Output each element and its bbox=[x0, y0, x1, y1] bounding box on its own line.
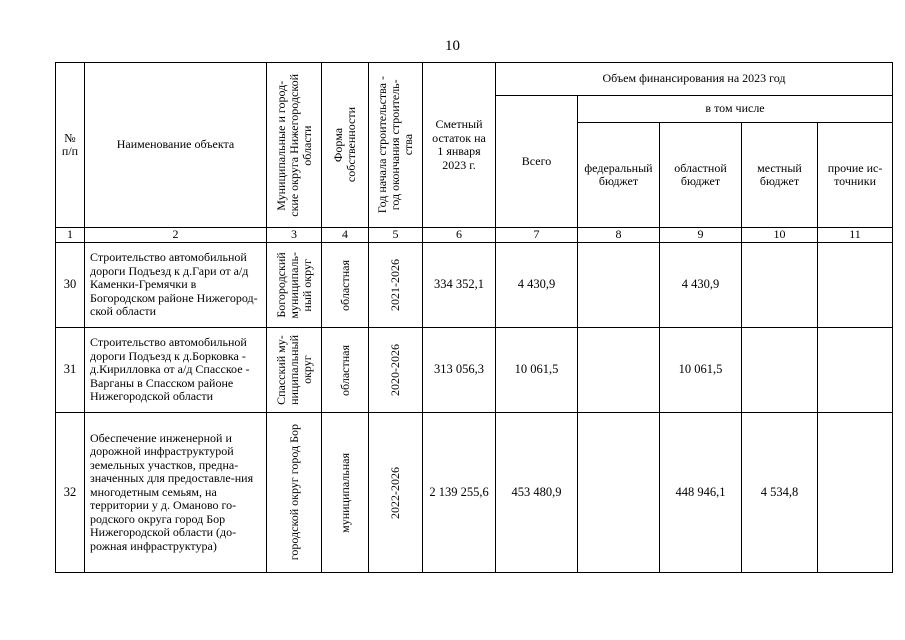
column-index: 9 bbox=[660, 228, 742, 243]
column-index: 3 bbox=[267, 228, 322, 243]
header-estimated-balance: Сметный остаток на 1 января 2023 г. bbox=[423, 63, 496, 228]
header-local: местный бюджет bbox=[742, 123, 818, 228]
regional-budget: 4 430,9 bbox=[660, 243, 742, 328]
column-index: 7 bbox=[496, 228, 578, 243]
header-regional: областной бюджет bbox=[660, 123, 742, 228]
total-funding: 453 480,9 bbox=[496, 413, 578, 573]
object-name: Обеспечение инженерной и дорожной инфраструктурой земельных участков, предна-значенных для предоставле-ния многодетным семьям, на территории у д. Оманово го-родского округа город Бор Нижегородской области (до-рожная инфраструктура) bbox=[85, 413, 267, 573]
row-number: 31 bbox=[56, 328, 85, 413]
estimated-balance: 313 056,3 bbox=[423, 328, 496, 413]
header-years: Год начала строительства - год окончания строитель- ства bbox=[369, 63, 423, 228]
financing-table bbox=[55, 62, 893, 573]
estimated-balance: 2 139 255,6 bbox=[423, 413, 496, 573]
ownership: областная bbox=[322, 243, 369, 328]
column-index: 6 bbox=[423, 228, 496, 243]
column-index: 2 bbox=[85, 228, 267, 243]
header-federal: федеральный бюджет bbox=[578, 123, 660, 228]
local-budget bbox=[742, 328, 818, 413]
object-name: Строительство автомобильной дороги Подъезд к д.Борковка - д.Кирилловка от а/д Спасское - Варганы в Спасском районе Нижегородской области bbox=[85, 328, 267, 413]
municipality: Богородский муниципаль- ный округ bbox=[267, 243, 322, 328]
ownership: областная bbox=[322, 328, 369, 413]
object-name: Строительство автомобильной дороги Подъезд к д.Гари от а/д Каменки-Гремячки в Богородском районе Нижегород-ской области bbox=[85, 243, 267, 328]
column-index: 8 bbox=[578, 228, 660, 243]
header-including: в том числе bbox=[578, 96, 893, 123]
column-index: 11 bbox=[818, 228, 893, 243]
table-row bbox=[56, 328, 893, 413]
total-funding: 4 430,9 bbox=[496, 243, 578, 328]
header-other: прочие ис- точники bbox=[818, 123, 893, 228]
table-row bbox=[56, 413, 893, 573]
row-number: 32 bbox=[56, 413, 85, 573]
header-object-name: Наименование объекта bbox=[85, 63, 267, 228]
regional-budget: 10 061,5 bbox=[660, 328, 742, 413]
municipality: городской округ город Бор bbox=[267, 413, 322, 573]
column-index: 1 bbox=[56, 228, 85, 243]
column-index: 4 bbox=[322, 228, 369, 243]
header-total: Всего bbox=[496, 96, 578, 228]
construction-years: 2020-2026 bbox=[369, 328, 423, 413]
table-row bbox=[56, 243, 893, 328]
column-index-row bbox=[56, 228, 893, 243]
header-ownership: Форма собственности bbox=[322, 63, 369, 228]
regional-budget: 448 946,1 bbox=[660, 413, 742, 573]
row-number: 30 bbox=[56, 243, 85, 328]
header-funding-group: Объем финансирования на 2023 год bbox=[496, 63, 893, 96]
ownership: муниципальная bbox=[322, 413, 369, 573]
page-number: 10 bbox=[445, 38, 460, 54]
construction-years: 2021-2026 bbox=[369, 243, 423, 328]
local-budget: 4 534,8 bbox=[742, 413, 818, 573]
estimated-balance: 334 352,1 bbox=[423, 243, 496, 328]
total-funding: 10 061,5 bbox=[496, 328, 578, 413]
local-budget bbox=[742, 243, 818, 328]
federal-budget bbox=[578, 243, 660, 328]
other-sources bbox=[818, 328, 893, 413]
header-municipality: Муниципальные и город- ские округа Нижегородской области bbox=[267, 63, 322, 228]
construction-years: 2022-2026 bbox=[369, 413, 423, 573]
column-index: 10 bbox=[742, 228, 818, 243]
other-sources bbox=[818, 413, 893, 573]
municipality: Спасский му- ниципальный округ bbox=[267, 328, 322, 413]
header-row-number: № п/п bbox=[56, 63, 85, 228]
column-index: 5 bbox=[369, 228, 423, 243]
federal-budget bbox=[578, 413, 660, 573]
federal-budget bbox=[578, 328, 660, 413]
other-sources bbox=[818, 243, 893, 328]
